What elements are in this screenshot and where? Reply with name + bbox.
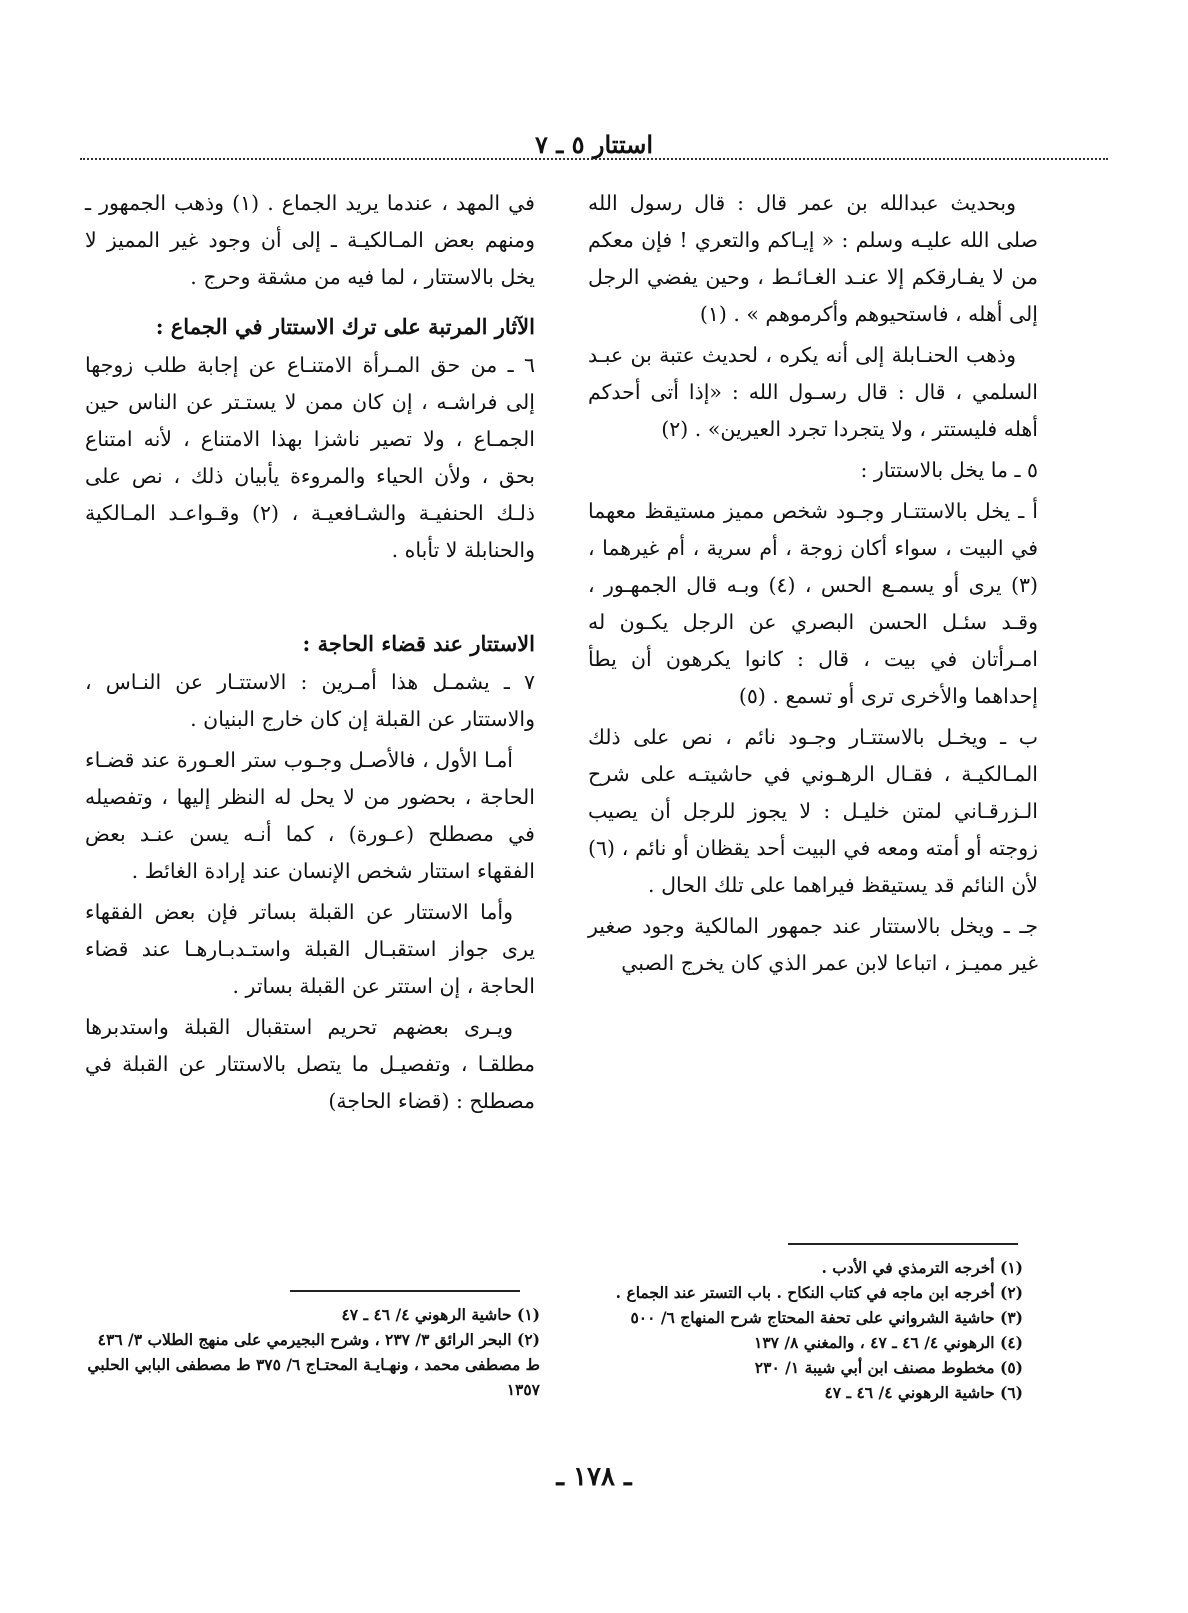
footnote: (٣) حاشية الشرواني على تحفة المحتاج شرح المنهاج ٦/ ٥٠٠ — [630, 1308, 1023, 1327]
list-item: ب ـ ويخـل بالاستتـار وجـود نائم ، نص على ذلك المـالكيـة ، فقـال الرهـوني في حاشيتـه على شرح الـزرقـاني لمتن خليـل : لا يجوز للرجل أن يصيب زوجته أو أمته ومعه في البيت أحد يقظان أو نائم ، (٦) لأن النائم قد يستيقظ فيراهما على تلك الحال . — [588, 725, 1038, 897]
footnote: (٢) أخرجه ابن ماجه في كتاب النكاح . باب التستر عند الجماع . — [615, 1283, 1023, 1302]
left-column — [85, 185, 535, 1124]
section-heading: الاستتار عند قضاء الحاجة : — [302, 631, 535, 656]
footnote-divider-left — [290, 1290, 520, 1292]
page-number: ـ ١٧٨ ـ — [556, 1462, 632, 1492]
footnote: (١) حاشية الرهوني ٤/ ٤٦ ـ ٤٧ — [341, 1305, 540, 1324]
list-item: جـ ـ ويخل بالاستتار عند جمهور المالكية وجود صغير غير مميـز ، اتباعا لابن عمر الذي كان يخرج الصبي — [588, 914, 1038, 975]
paragraph: ويـرى بعضهم تحريم استقبال القبلة واستدبرها مطلقـا ، وتفصيـل ما يتصل بالاستتار عن القبلة في مصطلح : (قضاء الحاجة) — [85, 1015, 535, 1113]
list-item: أ ـ يخل بالاستتـار وجـود شخص مميز مستيقظ معهما في البيت ، سواء أكان زوجة ، أم سرية ، أم غيرهما ، (٣) يرى أو يسمـع الحس ، (٤) وبـه قال الجمهـور ، وقـد سئـل الحسن البصري عن الرجل يكـون له امـرأتان في بيت ، قال : كانوا يكرهون أن يطأ إحداهما والأخرى ترى أو تسمع . (٥) — [588, 499, 1038, 708]
paragraph: ٦ ـ من حق المـرأة الامتنـاع عن إجابة طلب زوجها إلى فراشـه ، إن كان ممن لا يستـتر عن الناس حين الجمـاع ، ولا تصير ناشزا بهذا الامتناع ، لأنه امتناع بحق ، ولأن الحياء والمروءة يأبيان ذلك ، نص على ذلـك الحنفيـة والشـافعيـة ، (٢) وقـواعـد المـالكية والحنابلة لا تأباه . — [85, 353, 535, 562]
footnote: (٦) حاشية الرهوني ٤/ ٤٦ ـ ٤٧ — [824, 1383, 1023, 1402]
paragraph: في المهد ، عندما يريد الجماع . (١) وذهب الجمهور ـ ومنهم بعض المـالكيـة ـ إلى أن وجود غير المميز لا يخل بالاستتار ، لما فيه من مشقة وحرج . — [85, 191, 535, 289]
paragraph: ٧ ـ يشمـل هذا أمـرين : الاستتـار عن النـاس ، والاستتار عن القبلة إن كان خارج البنيان . — [85, 670, 535, 731]
right-column — [588, 185, 1038, 986]
paragraph: وبحديث عبدالله بن عمر قال : قال رسول الله صلى الله عليـه وسلم : « إيـاكم والتعري ! فإن معكم من لا يفـارقكم إلا عنـد الغـائـط ، وحين يفضي الرجل إلى أهله ، فاستحيوهم وأكرموهم » . (١) — [588, 191, 1038, 326]
paragraph: وذهب الحنـابلة إلى أنه يكره ، لحديث عتبة بن عبـد السلمي ، قال : قال رسـول الله : «إذا أتى أحدكم أهله فليستتر ، ولا يتجردا تجرد العيرين» . (٢) — [588, 343, 1038, 441]
footnote: (٥) مخطوط مصنف ابن أبي شيبة ١/ ٢٣٠ — [754, 1358, 1023, 1377]
spacer — [85, 573, 535, 613]
footnotes-left — [80, 1302, 540, 1402]
footnote: (٢) البحر الرائق ٣/ ٢٣٧ ، وشرح البجيرمي على منهج الطلاب ٣/ ٤٣٦ ط مصطفى محمد ، ونهـايـة المحتـاج ٦/ ٣٧٥ ط مصطفى البابي الحلبي ١٣٥٧ — [87, 1330, 540, 1399]
paragraph: أمـا الأول ، فالأصـل وجـوب ستر العـورة عند قضـاء الحاجة ، بحضور من لا يحل له النظر إليها ، وتفصيله في مصطلح (عـورة) ، كما أنـه يسن عنـد بعض الفقهاء استتار شخص الإنسان عند إرادة الغائط . — [85, 748, 535, 883]
header-dotted-rule — [80, 158, 1108, 160]
footnotes-right — [583, 1255, 1023, 1405]
page-header-title: استتار ٥ ـ ٧ — [534, 130, 654, 159]
section-heading: ٥ ـ ما يخل بالاستتار : — [860, 458, 1038, 482]
footnote: (١) أخرجه الترمذي في الأدب . — [821, 1258, 1023, 1277]
paragraph: وأما الاستتار عن القبلة بساتر فإن بعض الفقهاء يرى جواز استقبـال القبلة واستـدبـارهـا عند قضاء الحاجة ، إن استتر عن القبلة بساتر . — [85, 900, 535, 998]
section-heading: الآثار المرتبة على ترك الاستتار في الجماع : — [155, 314, 535, 339]
footnote-divider-right — [788, 1243, 1018, 1245]
footnote: (٤) الرهوني ٤/ ٤٦ ـ ٤٧ ، والمغني ٨/ ١٣٧ — [754, 1333, 1023, 1352]
